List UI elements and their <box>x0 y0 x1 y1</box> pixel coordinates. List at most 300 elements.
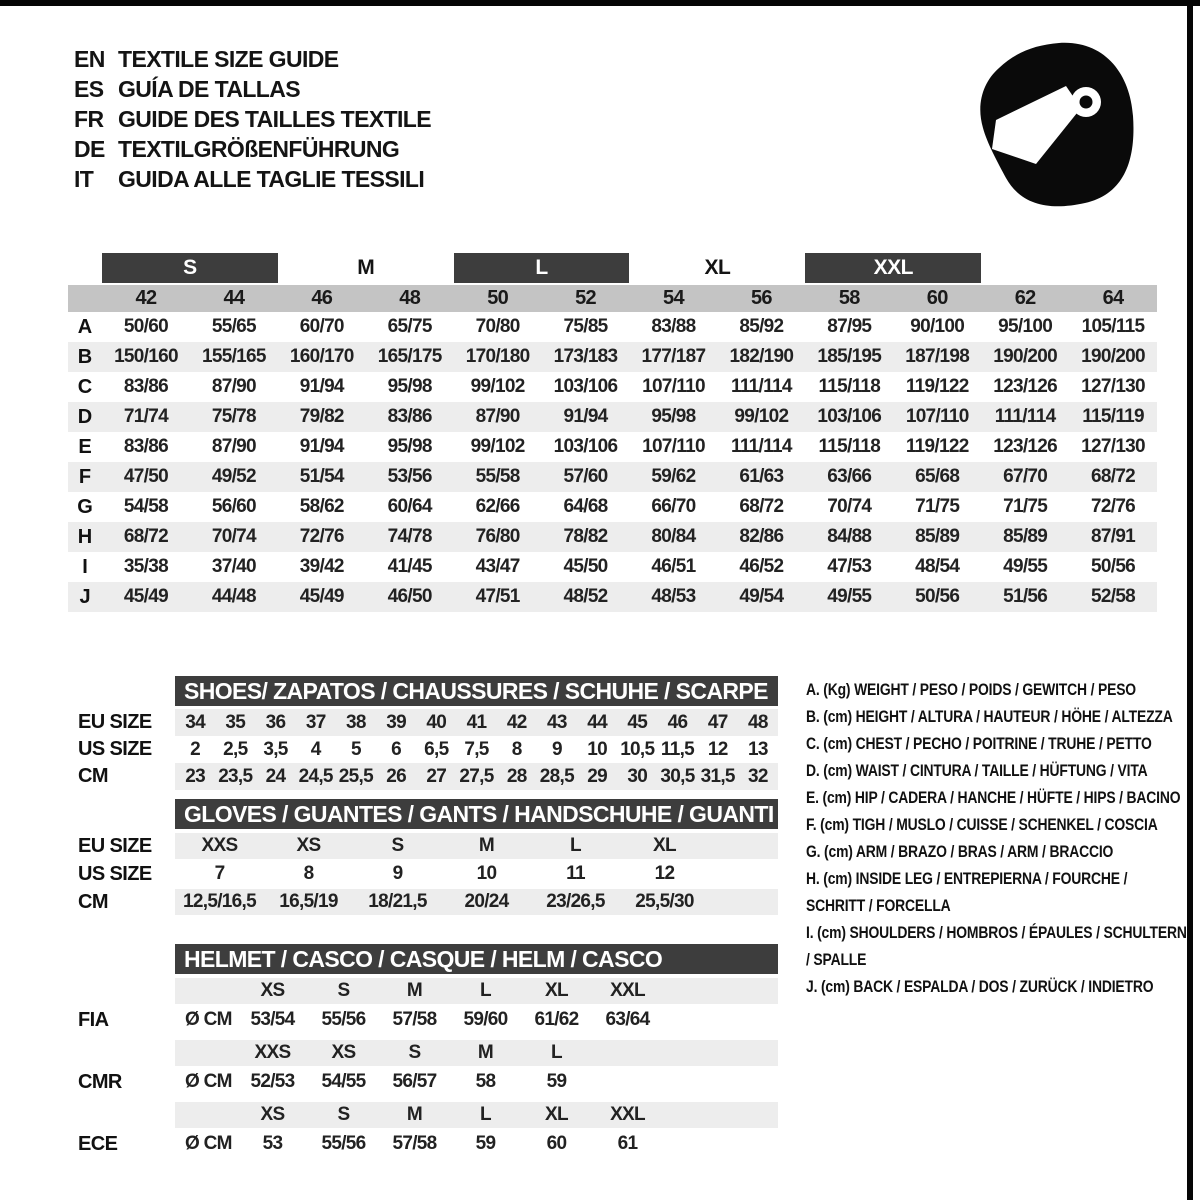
helmet-value-cell: 55/56 <box>321 1009 366 1030</box>
column-header: 44 <box>223 287 245 309</box>
value-cell: 7 <box>214 863 225 884</box>
size-cell: 76/80 <box>475 526 520 547</box>
size-cell: 35/38 <box>123 556 168 577</box>
value-cell: 35 <box>225 711 246 733</box>
row-values <box>175 1004 778 1036</box>
table-row <box>68 312 1157 342</box>
column-header: 56 <box>750 287 772 309</box>
row-letter: C <box>77 375 93 398</box>
size-cell: 170/180 <box>465 346 530 367</box>
size-cell: 83/86 <box>123 376 168 397</box>
size-cell: 95/98 <box>651 406 696 427</box>
size-cell: 83/86 <box>123 436 168 457</box>
value-cell: 31,5 <box>700 765 735 787</box>
size-cell: 57/60 <box>563 466 608 487</box>
helmet-section-title: HELMET / CASCO / CASQUE / HELM / CASCO <box>175 944 778 974</box>
value-cell: 40 <box>426 711 447 733</box>
value-cell: 23/26,5 <box>546 891 605 912</box>
helmet-value-cell: 53/54 <box>250 1009 295 1030</box>
size-bar-l: L <box>454 253 630 283</box>
value-cell: 47 <box>707 711 728 733</box>
value-cell: 48 <box>748 711 768 733</box>
helmet-value-cell: 57/58 <box>392 1133 437 1154</box>
row-values <box>175 889 778 915</box>
standard-label: ECE <box>78 1132 118 1155</box>
value-cell: 12 <box>707 738 728 760</box>
size-cell: 155/165 <box>201 346 266 367</box>
row-label: US SIZE <box>78 738 152 760</box>
value-cell: 39 <box>386 711 406 733</box>
size-cell: 52/58 <box>1091 586 1136 607</box>
size-cell: 107/110 <box>905 406 969 427</box>
size-cell: 65/68 <box>915 466 960 487</box>
helmet-size-label: XS <box>331 1042 356 1063</box>
size-cell: 78/82 <box>563 526 608 547</box>
value-cell: 44 <box>587 711 607 733</box>
helmet-size-label: L <box>480 1104 491 1125</box>
row-values <box>175 1066 778 1098</box>
size-cell: 70/80 <box>475 316 520 337</box>
language-row <box>74 104 431 134</box>
size-cell: 71/75 <box>1003 496 1048 517</box>
value-cell: 8 <box>511 738 522 760</box>
helmet-value-cell: 52/53 <box>250 1071 295 1092</box>
size-cell: 49/54 <box>739 586 784 607</box>
textile-columns-row <box>68 285 1157 312</box>
helmet-size-label: M <box>477 1042 494 1063</box>
size-cell: 59/62 <box>651 466 696 487</box>
size-cell: 83/86 <box>387 406 432 427</box>
value-cell: M <box>478 835 495 856</box>
table-row <box>68 372 1157 402</box>
measurement-legend <box>806 677 1187 1001</box>
size-cell: 99/102 <box>734 406 789 427</box>
size-cell: 39/42 <box>299 556 344 577</box>
size-cell: 53/56 <box>387 466 432 487</box>
size-cell: 58/62 <box>299 496 344 517</box>
size-cell: 45/49 <box>299 586 344 607</box>
size-cell: 95/98 <box>387 376 432 397</box>
value-cell: 26 <box>386 765 406 787</box>
gloves-section-title: GLOVES / GUANTES / GANTS / HANDSCHUHE / GUANTI <box>175 799 778 829</box>
size-cell: 48/54 <box>915 556 960 577</box>
size-cell: 60/70 <box>299 316 344 337</box>
value-cell: 20/24 <box>464 891 509 912</box>
value-cell: 18/21,5 <box>368 891 427 912</box>
size-cell: 79/82 <box>299 406 344 427</box>
size-cell: 127/130 <box>1081 376 1145 397</box>
legend-item: E. (cm) HIP / CADERA / HANCHE / HÜFTE / HIPS / BACINO <box>806 789 1181 807</box>
helmet-value-cell: 59 <box>475 1133 496 1154</box>
language-label: GUÍA DE TALLAS <box>118 75 300 102</box>
size-label-m: M <box>357 256 375 279</box>
value-cell: 7,5 <box>464 738 489 760</box>
helmet-value-cell: 59/60 <box>463 1009 508 1030</box>
column-header: 48 <box>399 287 421 309</box>
size-bar-xxl: XXL <box>805 253 981 283</box>
size-cell: 95/100 <box>998 316 1053 337</box>
table-row <box>68 402 1157 432</box>
size-cell: 150/160 <box>114 346 178 367</box>
textile-size-table <box>68 253 1157 612</box>
size-cell: 66/70 <box>651 496 696 517</box>
row-values <box>175 1040 778 1066</box>
legend-item: H. (cm) INSIDE LEG / ENTREPIERNA / FOURCHE / SCHRITT / FORCELLA <box>806 870 1128 915</box>
value-cell: 24,5 <box>298 765 333 787</box>
helmet-value-cell: 57/58 <box>392 1009 437 1030</box>
size-cell: 107/110 <box>642 376 705 397</box>
size-group-bars <box>68 253 1157 283</box>
helmet-size-label: S <box>337 1104 350 1125</box>
size-cell: 119/122 <box>905 436 969 457</box>
size-cell: 45/50 <box>563 556 608 577</box>
table-row <box>68 552 1157 582</box>
value-cell: 24 <box>265 765 286 787</box>
helmet-size-label: S <box>408 1042 421 1063</box>
size-cell: 68/72 <box>123 526 168 547</box>
value-cell: 23,5 <box>218 765 253 787</box>
language-code: IT <box>74 165 94 192</box>
value-cell: 45 <box>627 711 648 733</box>
size-cell: 165/175 <box>377 346 442 367</box>
helmet-value-cell: 60 <box>546 1133 567 1154</box>
helmet-size-label: XS <box>260 1104 285 1125</box>
size-cell: 72/76 <box>299 526 344 547</box>
size-cell: 91/94 <box>299 436 344 457</box>
legend-item: I. (cm) SHOULDERS / HOMBROS / ÉPAULES / SCHULTERN / SPALLE <box>806 924 1187 969</box>
size-cell: 85/92 <box>739 316 784 337</box>
row-label: US SIZE <box>78 862 152 885</box>
column-header: 64 <box>1102 287 1124 309</box>
table-row <box>68 522 1157 552</box>
column-header: 60 <box>926 287 948 309</box>
size-cell: 65/75 <box>387 316 432 337</box>
value-cell: 8 <box>303 863 314 884</box>
language-code: FR <box>74 105 104 132</box>
size-cell: 91/94 <box>563 406 608 427</box>
size-cell: 43/47 <box>475 556 520 577</box>
right-border-line <box>1187 0 1193 1200</box>
value-cell: 6 <box>391 738 402 760</box>
size-cell: 127/130 <box>1081 436 1145 457</box>
size-cell: 45/49 <box>123 586 168 607</box>
size-cell: 99/102 <box>470 376 525 397</box>
value-cell: 12 <box>654 863 675 884</box>
size-cell: 48/53 <box>651 586 696 607</box>
row-label: CM <box>78 890 108 913</box>
value-cell: 46 <box>667 711 688 733</box>
row-letter: I <box>82 555 88 578</box>
helmet-size-label: XXS <box>254 1042 291 1063</box>
size-cell: 68/72 <box>1091 466 1136 487</box>
helmet-value-cell: 61 <box>617 1133 638 1154</box>
value-cell: 12,5/16,5 <box>183 891 256 912</box>
language-code: EN <box>74 45 105 72</box>
table-row <box>68 342 1157 372</box>
row-values <box>175 1128 778 1160</box>
row-values <box>175 833 778 859</box>
row-label: EU SIZE <box>78 711 152 733</box>
helmet-size-label: L <box>480 980 491 1001</box>
helmet-value-cell: 58 <box>475 1071 496 1092</box>
helmet-size-label: L <box>551 1042 562 1063</box>
table-row <box>68 462 1157 492</box>
size-cell: 75/78 <box>211 406 256 427</box>
row-values <box>175 709 778 736</box>
value-cell: 13 <box>748 738 768 760</box>
value-cell: 30,5 <box>660 765 695 787</box>
table-row <box>68 492 1157 522</box>
helmet-value-cell: 63/64 <box>605 1009 650 1030</box>
size-cell: 80/84 <box>651 526 696 547</box>
helmet-value-cell: 54/55 <box>321 1071 366 1092</box>
value-cell: 42 <box>506 711 527 733</box>
column-header: 42 <box>135 287 157 309</box>
value-cell: 11 <box>566 863 585 884</box>
helmet-value-cell: 55/56 <box>321 1133 366 1154</box>
helmet-size-label: M <box>406 1104 423 1125</box>
row-letter: A <box>77 315 93 338</box>
legend-item: F. (cm) TIGH / MUSLO / CUISSE / SCHENKEL / COSCIA <box>806 816 1158 834</box>
row-label: EU SIZE <box>78 834 152 857</box>
top-border-line <box>0 0 1200 6</box>
size-cell: 111/114 <box>731 376 792 397</box>
row-letter: H <box>77 525 93 548</box>
value-cell: 10 <box>587 738 607 760</box>
size-cell: 87/91 <box>1091 526 1136 547</box>
size-cell: 111/114 <box>731 436 792 457</box>
size-bar-s: S <box>102 253 278 283</box>
row-letter: E <box>78 435 92 458</box>
size-cell: 103/106 <box>553 436 618 457</box>
textile-rows <box>68 312 1157 612</box>
language-row <box>74 134 431 164</box>
value-cell: 27 <box>426 765 447 787</box>
value-cell: XXS <box>201 835 238 856</box>
size-cell: 55/58 <box>475 466 520 487</box>
size-cell: 70/74 <box>211 526 256 547</box>
size-cell: 190/200 <box>993 346 1057 367</box>
size-cell: 99/102 <box>470 436 525 457</box>
size-cell: 107/110 <box>642 436 705 457</box>
size-cell: 47/53 <box>827 556 872 577</box>
value-cell: 27,5 <box>459 765 494 787</box>
row-letter: D <box>77 405 93 428</box>
size-cell: 55/65 <box>211 316 256 337</box>
size-cell: 119/122 <box>905 376 969 397</box>
language-label: TEXTILGRÖßENFÜHRUNG <box>118 135 400 162</box>
size-cell: 123/126 <box>993 376 1057 397</box>
table-row <box>68 582 1157 612</box>
size-cell: 60/64 <box>387 496 432 517</box>
size-cell: 48/52 <box>563 586 608 607</box>
size-cell: 63/66 <box>827 466 872 487</box>
column-header: 62 <box>1014 287 1036 309</box>
legend-item: A. (Kg) WEIGHT / PESO / POIDS / GEWITCH / PESO <box>806 681 1136 699</box>
size-cell: 87/90 <box>475 406 520 427</box>
size-cell: 123/126 <box>993 436 1057 457</box>
shoes-section-title: SHOES/ ZAPATOS / CHAUSSURES / SCHUHE / SCARPE <box>175 676 778 706</box>
diameter-label: Ø CM <box>185 1133 232 1154</box>
language-label: GUIDE DES TAILLES TEXTILE <box>118 105 431 132</box>
size-cell: 68/72 <box>739 496 784 517</box>
helmet-size-label: XXL <box>610 1104 645 1125</box>
legend-item: D. (cm) WAIST / CINTURA / TAILLE / HÜFTUNG / VITA <box>806 762 1148 780</box>
standard-label: FIA <box>78 1008 109 1031</box>
language-label: GUIDA ALLE TAGLIE TESSILI <box>118 165 425 192</box>
legend-item: G. (cm) ARM / BRAZO / BRAS / ARM / BRACCIO <box>806 843 1114 861</box>
helmet-value-row <box>68 1066 1157 1098</box>
language-code: ES <box>74 75 104 102</box>
size-cell: 103/106 <box>553 376 618 397</box>
helmet-size-band <box>68 1040 1157 1066</box>
size-cell: 91/94 <box>299 376 344 397</box>
diameter-label: Ø CM <box>185 1071 232 1092</box>
letter-column-spacer <box>68 285 102 312</box>
size-cell: 67/70 <box>1003 466 1048 487</box>
size-cell: 182/190 <box>729 346 794 367</box>
size-cell: 46/51 <box>651 556 696 577</box>
row-letter: G <box>77 495 93 518</box>
value-cell: 32 <box>748 765 768 787</box>
value-cell: 11,5 <box>660 738 695 760</box>
value-cell: XS <box>296 835 321 856</box>
size-cell: 115/119 <box>1082 406 1144 427</box>
value-cell: 16,5/19 <box>279 891 338 912</box>
size-cell: 87/90 <box>211 376 256 397</box>
value-cell: 43 <box>547 711 567 733</box>
size-cell: 44/48 <box>211 586 256 607</box>
row-values <box>175 763 778 790</box>
size-cell: 85/89 <box>1003 526 1048 547</box>
size-cell: 71/74 <box>123 406 168 427</box>
language-list <box>74 44 431 194</box>
size-cell: 74/78 <box>387 526 432 547</box>
value-cell: 37 <box>305 711 326 733</box>
size-cell: 46/52 <box>739 556 784 577</box>
language-row <box>74 44 431 74</box>
size-cell: 49/55 <box>827 586 872 607</box>
size-cell: 50/60 <box>123 316 168 337</box>
legend-item: B. (cm) HEIGHT / ALTURA / HAUTEUR / HÖHE / ALTEZZA <box>806 708 1173 726</box>
size-cell: 71/75 <box>915 496 960 517</box>
size-cell: 51/54 <box>299 466 344 487</box>
language-code: DE <box>74 135 105 162</box>
size-cell: 173/183 <box>553 346 618 367</box>
size-cell: 115/118 <box>818 376 881 397</box>
size-cell: 49/52 <box>211 466 256 487</box>
size-cell: 87/90 <box>211 436 256 457</box>
helmet-rows <box>68 978 1157 1160</box>
value-cell: 9 <box>551 738 562 760</box>
size-cell: 87/95 <box>827 316 872 337</box>
value-cell: 29 <box>587 765 607 787</box>
size-cell: 115/118 <box>818 436 881 457</box>
value-cell: 25,5/30 <box>635 891 694 912</box>
value-cell: 6,5 <box>424 738 449 760</box>
row-values <box>175 736 778 763</box>
helmet-size-label: S <box>337 980 350 1001</box>
helmet-size-label: XL <box>545 980 568 1001</box>
standard-label: CMR <box>78 1070 122 1093</box>
value-cell: 4 <box>310 738 321 760</box>
value-cell: 25,5 <box>338 765 373 787</box>
legend-item: C. (cm) CHEST / PECHO / POITRINE / TRUHE / PETTO <box>806 735 1152 753</box>
size-cell: 82/86 <box>739 526 784 547</box>
value-cell: 34 <box>185 711 205 733</box>
helmet-size-band <box>68 1102 1157 1128</box>
size-cell: 84/88 <box>827 526 872 547</box>
row-values <box>175 859 778 889</box>
size-cell: 187/198 <box>905 346 970 367</box>
size-cell: 85/89 <box>915 526 960 547</box>
value-cell: 2 <box>190 738 201 760</box>
value-cell: 41 <box>466 711 487 733</box>
row-letter: B <box>77 345 93 368</box>
row-letter: J <box>79 585 91 608</box>
size-cell: 64/68 <box>563 496 608 517</box>
value-cell: 28,5 <box>539 765 574 787</box>
row-letter: F <box>78 465 92 488</box>
size-cell: 47/51 <box>475 586 520 607</box>
size-cell: 70/74 <box>827 496 872 517</box>
row-values <box>175 978 778 1004</box>
size-cell: 37/40 <box>211 556 256 577</box>
helmet-value-row <box>68 1128 1157 1160</box>
size-cell: 185/195 <box>817 346 882 367</box>
helmet-value-cell: 59 <box>546 1071 567 1092</box>
row-label-spacer <box>68 1102 175 1128</box>
size-cell: 50/56 <box>1091 556 1136 577</box>
value-cell: 9 <box>392 863 403 884</box>
racing-helmet-icon <box>975 40 1135 212</box>
row-values <box>175 1102 778 1128</box>
size-cell: 103/106 <box>817 406 882 427</box>
size-cell: 51/56 <box>1003 586 1048 607</box>
value-cell: 23 <box>185 765 205 787</box>
value-cell: 28 <box>506 765 527 787</box>
size-cell: 105/115 <box>1081 316 1145 337</box>
column-header: 54 <box>663 287 684 309</box>
column-header: 52 <box>575 287 596 309</box>
helmet-value-row <box>68 1004 1157 1036</box>
size-cell: 46/50 <box>387 586 432 607</box>
size-cell: 50/56 <box>915 586 960 607</box>
size-label-xl: XL <box>704 256 731 279</box>
size-cell: 54/58 <box>123 496 168 517</box>
size-cell: 90/100 <box>910 316 965 337</box>
language-row <box>74 164 431 194</box>
size-cell: 41/45 <box>387 556 432 577</box>
size-cell: 49/55 <box>1003 556 1048 577</box>
language-row <box>74 74 431 104</box>
diameter-label: Ø CM <box>185 1009 232 1030</box>
value-cell: 36 <box>265 711 286 733</box>
size-cell: 190/200 <box>1081 346 1145 367</box>
size-cell: 56/60 <box>211 496 256 517</box>
value-cell: 2,5 <box>223 738 248 760</box>
value-cell: 5 <box>350 738 361 760</box>
row-label: CM <box>78 765 108 787</box>
helmet-size-label: M <box>406 980 423 1001</box>
helmet-size-label: XXL <box>610 980 645 1001</box>
size-cell: 75/85 <box>563 316 608 337</box>
value-cell: 38 <box>346 711 366 733</box>
column-header: 58 <box>838 287 860 309</box>
value-cell: 30 <box>627 765 648 787</box>
value-cell: 3,5 <box>263 738 288 760</box>
size-cell: 62/66 <box>475 496 520 517</box>
